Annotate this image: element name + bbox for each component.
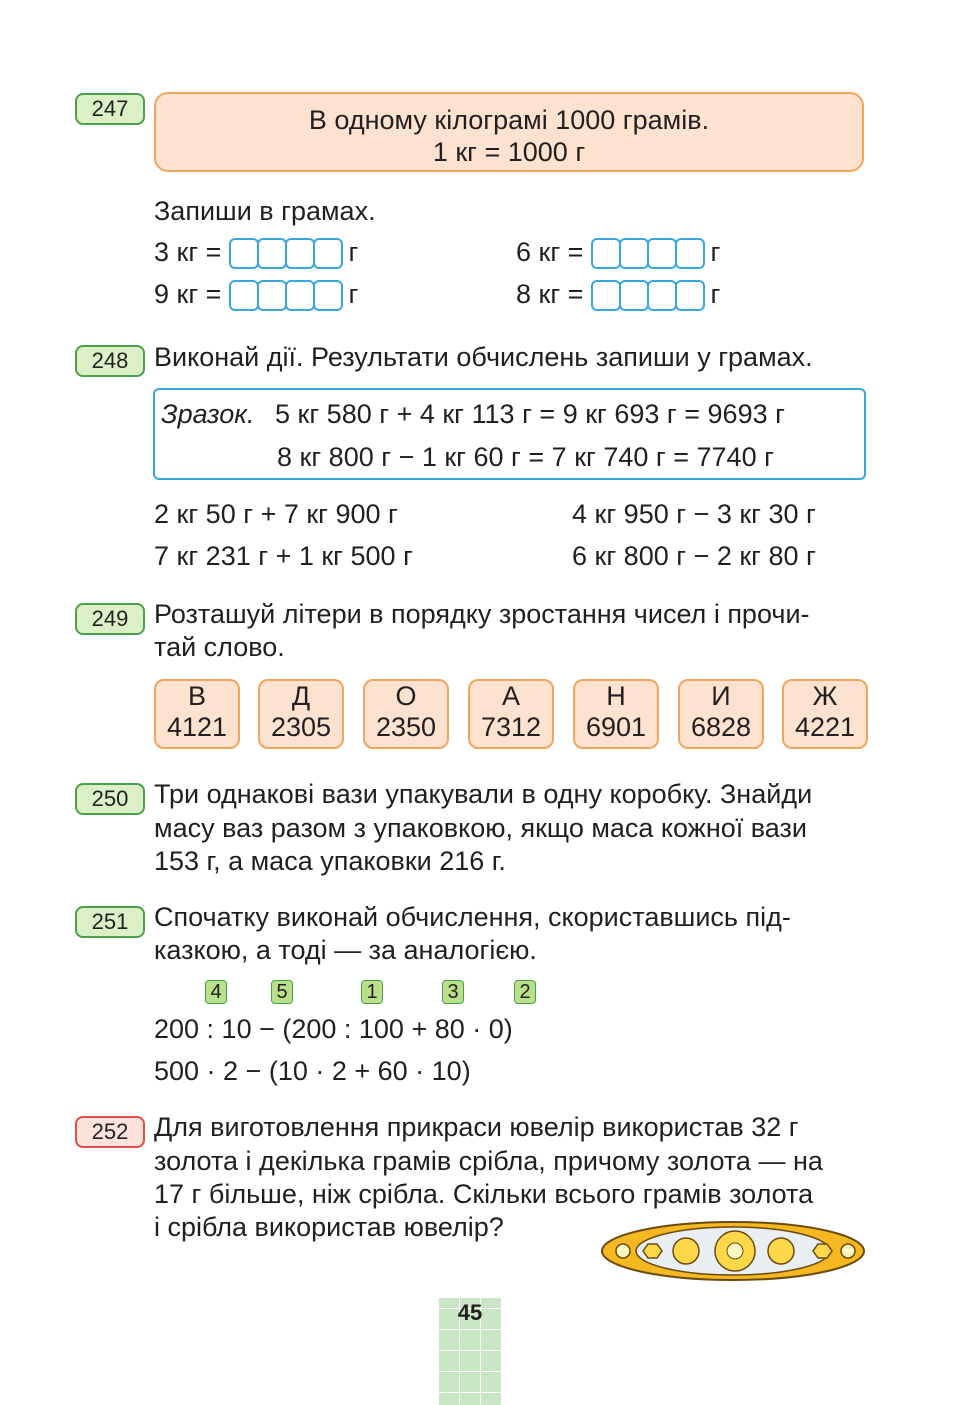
task-252-line-4: і срібла використав ювелір? (154, 1212, 504, 1242)
letter-card (468, 679, 554, 749)
card-letter: Ж (812, 681, 838, 711)
task-252-line-3: 17 г більше, ніж срібла. Скільки всього грамів золота (154, 1179, 814, 1209)
jewelry-bracelet-illustration (600, 1220, 866, 1282)
unit: г (710, 279, 721, 309)
answer-boxes[interactable] (591, 238, 703, 269)
item-247-1 (154, 235, 358, 269)
card-letter: Д (291, 681, 311, 711)
expression-2: 500 · 2 − (10 · 2 + 60 · 10) (154, 1056, 471, 1086)
item-247-4 (516, 277, 720, 311)
answer-boxes[interactable] (229, 280, 341, 311)
exercise-number-252: 252 (75, 1116, 145, 1148)
item-248-4: 6 кг 800 г − 2 кг 80 г (572, 541, 816, 571)
sample-label: Зразок. (161, 399, 255, 429)
item-248-3: 7 кг 231 г + 1 кг 500 г (154, 541, 413, 571)
item-247-3 (154, 277, 358, 311)
card-value: 6828 (690, 712, 752, 742)
expression-1: 200 : 10 − (200 : 100 + 80 · 0) (154, 1014, 513, 1044)
card-letter: В (187, 681, 206, 711)
card-value: 6901 (585, 712, 647, 742)
order-hint: 1 (361, 980, 383, 1004)
letter-card (154, 679, 240, 749)
order-hint: 4 (205, 980, 227, 1004)
task-248: Виконай дії. Результати обчислень запиши у грамах. (154, 342, 813, 372)
task-250-line-3: 153 г, а маса упаковки 216 г. (154, 846, 506, 876)
exercise-number-250: 250 (75, 783, 145, 815)
task-249-line-1: Розташуй літери в порядку зростання чисел і прочи- (154, 599, 810, 629)
exercise-number-249: 249 (75, 603, 145, 635)
task-252-line-1: Для виготовлення прикраси ювелір використав 32 г (154, 1112, 799, 1142)
item-247-2 (516, 235, 720, 269)
exercise-number-248: 248 (75, 345, 145, 377)
item-label: 9 кг = (154, 279, 222, 309)
card-letter: О (395, 681, 417, 711)
task-250-line-1: Три однакові вази упакували в одну коробку. Знайди (154, 779, 813, 809)
item-248-2: 4 кг 950 г − 3 кг 30 г (572, 499, 816, 529)
unit: г (710, 237, 721, 267)
answer-boxes[interactable] (229, 238, 341, 269)
card-letter: И (711, 681, 731, 711)
rule-box (154, 92, 864, 172)
task-251-line-2: казкою, а тоді — за аналогією. (154, 935, 537, 965)
letter-card (782, 679, 868, 749)
order-hint: 3 (442, 980, 464, 1004)
card-value: 2350 (375, 712, 437, 742)
item-248-1: 2 кг 50 г + 7 кг 900 г (154, 499, 398, 529)
exercise-number-247: 247 (75, 93, 145, 125)
rule-line-2: 1 кг = 1000 г (432, 137, 586, 167)
unit: г (348, 279, 359, 309)
task-250-line-2: масу ваз разом з упаковкою, якщо маса кожної вази (154, 813, 807, 843)
card-value: 4221 (794, 712, 856, 742)
sample-line-2: 8 кг 800 г − 1 кг 60 г = 7 кг 740 г = 7740 г (277, 442, 774, 472)
card-value: 4121 (166, 712, 228, 742)
letter-card (573, 679, 659, 749)
rule-line-1: В одному кілограмі 1000 грамів. (308, 105, 710, 135)
task-247: Запиши в грамах. (154, 196, 376, 226)
card-value: 7312 (480, 712, 542, 742)
card-letter: А (501, 681, 520, 711)
item-label: 8 кг = (516, 279, 584, 309)
letter-card (678, 679, 764, 749)
unit: г (348, 237, 359, 267)
card-value: 2305 (270, 712, 332, 742)
card-letter: Н (606, 681, 626, 711)
order-hint: 5 (271, 980, 293, 1004)
page-number: 45 (457, 1300, 483, 1325)
letter-card (258, 679, 344, 749)
task-249-line-2: тай слово. (154, 632, 285, 662)
task-252-line-2: золота і декілька грамів срібла, причому золота — на (154, 1146, 823, 1176)
order-hint: 2 (514, 980, 536, 1004)
item-label: 3 кг = (154, 237, 222, 267)
task-251-line-1: Спочатку виконай обчислення, скориставшись під- (154, 902, 791, 932)
item-label: 6 кг = (516, 237, 584, 267)
sample-line-1: 5 кг 580 г + 4 кг 113 г = 9 кг 693 г = 9693 г (275, 399, 785, 429)
answer-boxes[interactable] (591, 280, 703, 311)
exercise-number-251: 251 (75, 906, 145, 938)
letter-card (363, 679, 449, 749)
